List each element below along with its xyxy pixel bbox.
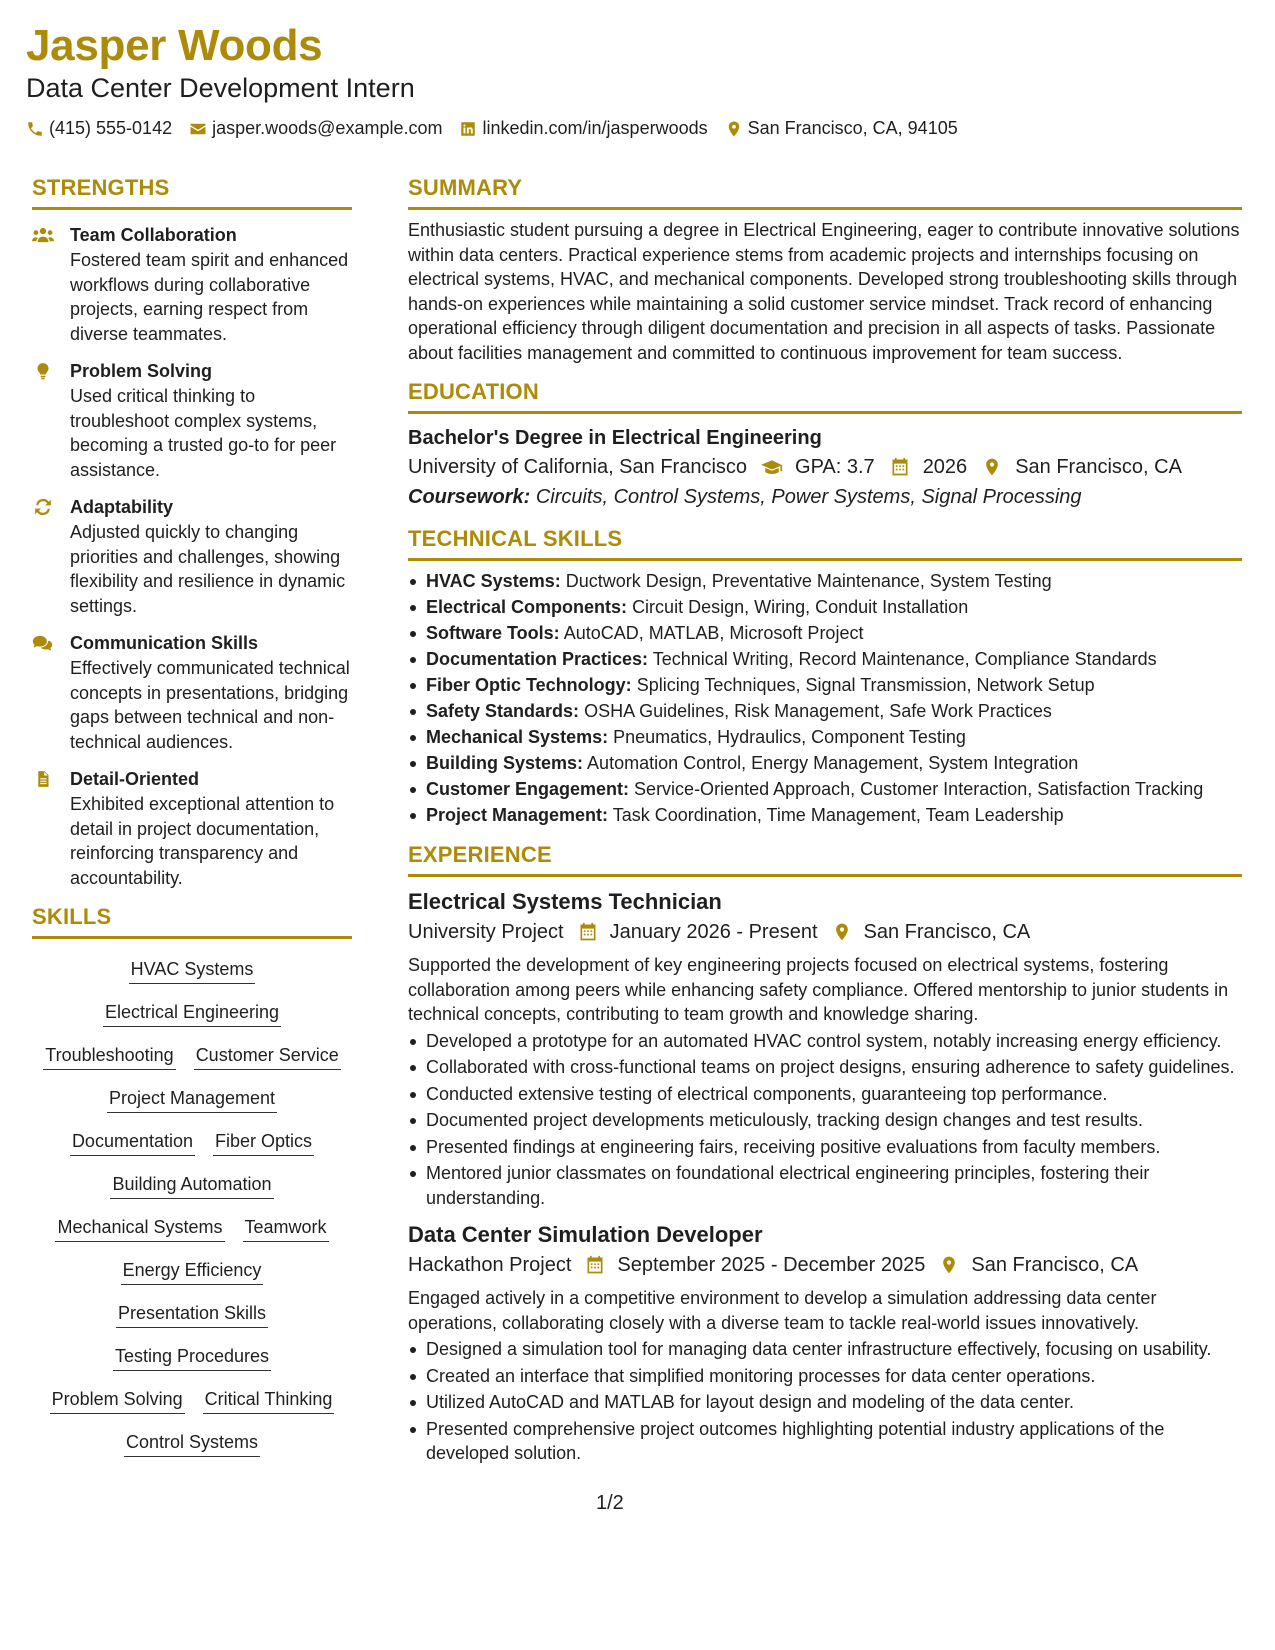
summary-text: Enthusiastic student pursuing a degree in Electrical Engineering, eager to contribute innovative solutions within data centers. Practical experience stems from academic projects and internships focusing on electrical systems, HVAC, and mechanical components. Developed strong troubleshooting skills through hands-on experiences while maintaining a solid customer service mindset. Track record of enhancing operational efficiency through diligent documentation and precision in all aspects of tasks. Passionate about facilities management and committed to continuous improvement for team success. (408, 220, 1240, 363)
tech-skill-value: Service-Oriented Approach, Customer Interaction, Satisfaction Tracking (634, 779, 1204, 799)
skill-tag: Critical Thinking (203, 1387, 335, 1414)
tech-skill-value: Circuit Design, Wiring, Conduit Installation (632, 597, 969, 617)
skill-row (101, 1172, 282, 1199)
job-bullet: Presented comprehensive project outcomes highlighting potential industry applications of the developed solution. (408, 1417, 1242, 1466)
technical-skill-item (408, 595, 1242, 620)
job-org: Hackathon Project (408, 1254, 572, 1276)
skill-tag: Building Automation (110, 1172, 273, 1199)
contact-email[interactable] (189, 118, 442, 139)
job-location: San Francisco, CA (971, 1254, 1139, 1276)
strength-desc: Adjusted quickly to changing priorities and challenges, showing flexibility and resilience in dynamic settings. (70, 522, 346, 616)
tech-skill-label: Software Tools: (426, 623, 560, 643)
skills-heading: SKILLS (32, 904, 352, 939)
email-text[interactable]: jasper.woods@example.com (212, 118, 443, 139)
job-location-group (832, 917, 1031, 947)
skill-tag: Electrical Engineering (103, 1000, 281, 1027)
skill-tag: Troubleshooting (43, 1043, 175, 1070)
technical-skill-item (408, 673, 1242, 698)
tech-skill-label: Electrical Components: (426, 597, 628, 617)
skill-row (120, 957, 265, 984)
experience-entry (408, 887, 1242, 1210)
skill-tag: Energy Efficiency (121, 1258, 264, 1285)
education-degree: Bachelor's Degree in Electrical Engineering (408, 427, 822, 449)
technical-skill-item (408, 569, 1242, 594)
job-description: Engaged actively in a competitive environment to develop a simulation addressing data center operations, collaborating closely with a diverse team to tackle real-world issues innovatively. (408, 1288, 1157, 1333)
summary-heading: SUMMARY (408, 175, 1242, 210)
job-title: Data Center Simulation Developer (408, 1222, 763, 1247)
tech-skill-value: Splicing Techniques, Signal Transmission, Network Setup (636, 675, 1095, 695)
skill-row (61, 1129, 323, 1156)
calendar-icon (585, 1255, 605, 1275)
technical-skill-item (408, 699, 1242, 724)
tech-skill-value: Ductwork Design, Preventative Maintenance, System Testing (565, 571, 1052, 591)
strength-title: Team Collaboration (70, 225, 237, 245)
technical-skill-item (408, 751, 1242, 776)
strength-desc: Used critical thinking to troubleshoot complex systems, becoming a trusted go-to for peer assistance. (70, 386, 337, 480)
map-marker-icon (939, 1255, 959, 1275)
skill-tag: Project Management (107, 1086, 277, 1113)
education-year: 2026 (922, 456, 968, 478)
contact-phone (26, 118, 172, 139)
strength-item (32, 222, 352, 346)
job-dates: September 2025 - December 2025 (617, 1254, 926, 1276)
skill-tag: Teamwork (243, 1215, 329, 1242)
strength-title: Detail-Oriented (70, 769, 200, 789)
left-column (32, 175, 352, 1473)
job-dates: January 2026 - Present (609, 921, 818, 943)
education-location-group (981, 452, 1182, 482)
job-bullet: Collaborated with cross-functional teams on project designs, ensuring adherence to safety guidelines. (408, 1055, 1242, 1080)
tech-skill-label: Mechanical Systems: (426, 727, 609, 747)
strengths-heading: STRENGTHS (32, 175, 352, 210)
strength-item (32, 766, 352, 890)
comments-icon (32, 633, 54, 653)
map-marker-icon (981, 457, 1003, 477)
tech-skill-value: Technical Writing, Record Maintenance, Compliance Standards (652, 649, 1157, 669)
skills-cloud (32, 957, 352, 1473)
skill-tag: Testing Procedures (113, 1344, 271, 1371)
right-column (408, 175, 1242, 1468)
technical-skill-item (408, 647, 1242, 672)
education-school: University of California, San Francisco (408, 456, 748, 478)
job-bullet: Presented findings at engineering fairs, receiving positive evaluations from faculty members. (408, 1135, 1242, 1160)
map-marker-icon (832, 922, 852, 942)
technical-skills-list (408, 569, 1242, 828)
experience-heading: EXPERIENCE (408, 842, 1242, 877)
technical-skill-item (408, 803, 1242, 828)
tech-skill-value: AutoCAD, MATLAB, Microsoft Project (563, 623, 864, 643)
technical-skills-heading: TECHNICAL SKILLS (408, 526, 1242, 561)
job-bullets (408, 1029, 1242, 1211)
map-marker-icon (725, 120, 743, 138)
skill-tag: Control Systems (124, 1430, 260, 1457)
job-description: Supported the development of key engineering projects focused on electrical systems, fostering collaboration among peers while enhancing safety compliance. Offered mentorship to junior students in technical concepts, contributing to team growth and knowledge sharing. (408, 955, 1229, 1024)
strength-title: Communication Skills (70, 633, 259, 653)
job-meta (408, 917, 1242, 947)
tech-skill-label: Safety Standards: (426, 701, 580, 721)
job-bullets (408, 1337, 1242, 1466)
tech-skill-label: Customer Engagement: (426, 779, 630, 799)
tech-skill-value: Automation Control, Energy Management, System Integration (587, 753, 1079, 773)
skill-tag: Documentation (70, 1129, 195, 1156)
tech-skill-label: Fiber Optic Technology: (426, 675, 632, 695)
calendar-icon (578, 922, 598, 942)
job-meta (408, 1250, 1242, 1280)
calendar-icon (889, 457, 911, 477)
education-gpa: GPA: 3.7 (795, 456, 875, 478)
phone-text: (415) 555-0142 (49, 118, 173, 139)
tech-skill-label: Documentation Practices: (426, 649, 649, 669)
skill-row (115, 1430, 269, 1457)
strength-desc: Exhibited exceptional attention to detail in project documentation, reinforcing transparency and accountability. (70, 794, 335, 888)
sync-icon (32, 497, 54, 517)
skill-row (46, 1215, 337, 1242)
graduation-cap-icon (761, 457, 783, 477)
skill-row (112, 1258, 273, 1285)
tech-skill-label: Building Systems: (426, 753, 584, 773)
skill-row (107, 1301, 277, 1328)
phone-icon (26, 120, 44, 138)
skill-tag: Presentation Skills (116, 1301, 268, 1328)
skill-tag: Customer Service (194, 1043, 341, 1070)
education-location: San Francisco, CA (1015, 456, 1182, 478)
strength-desc: Fostered team spirit and enhanced workflows during collaborative projects, earning respect from diverse teammates. (70, 250, 349, 344)
education-details (408, 452, 1242, 482)
users-icon (32, 225, 54, 245)
strength-item (32, 494, 352, 618)
technical-skill-item (408, 621, 1242, 646)
skill-row (104, 1344, 280, 1371)
strength-item (32, 630, 352, 754)
job-location: San Francisco, CA (863, 921, 1031, 943)
location-text: San Francisco, CA, 94105 (747, 118, 958, 139)
strength-desc: Effectively communicated technical concepts in presentations, bridging gaps between technical and non-technical audiences. (70, 658, 350, 752)
candidate-name: Jasper Woods (26, 21, 323, 70)
tech-skill-label: HVAC Systems: (426, 571, 561, 591)
skill-row (34, 1043, 349, 1070)
skill-tag: Mechanical Systems (55, 1215, 224, 1242)
linkedin-icon (459, 120, 477, 138)
strength-title: Problem Solving (70, 361, 213, 381)
tech-skill-value: Task Coordination, Time Management, Team Leadership (612, 805, 1064, 825)
job-bullet: Designed a simulation tool for managing data center infrastructure effectively, focusing on usability. (408, 1337, 1242, 1362)
education-coursework (408, 482, 1242, 512)
candidate-role: Data Center Development Intern (26, 73, 415, 104)
skill-row (98, 1086, 286, 1113)
job-title: Electrical Systems Technician (408, 889, 722, 914)
job-bullet: Utilized AutoCAD and MATLAB for layout design and modeling of the data center. (408, 1390, 1242, 1415)
envelope-icon (189, 120, 207, 138)
job-dates-group (578, 917, 818, 947)
job-bullet: Developed a prototype for an automated HVAC control system, notably increasing energy efficiency. (408, 1029, 1242, 1054)
education-year-group (889, 452, 968, 482)
education-gpa-group (761, 452, 875, 482)
strength-title: Adaptability (70, 497, 174, 517)
tech-skill-value: OSHA Guidelines, Risk Management, Safe Work Practices (584, 701, 1052, 721)
page-number: 1/2 (596, 1492, 624, 1514)
skill-tag: Problem Solving (50, 1387, 185, 1414)
skill-tag: Fiber Optics (213, 1129, 314, 1156)
job-bullet: Conducted extensive testing of electrical components, guaranteeing top performance. (408, 1082, 1242, 1107)
job-bullet: Documented project developments meticulously, tracking design changes and test results. (408, 1108, 1242, 1133)
skill-row (41, 1387, 344, 1414)
technical-skill-item (408, 777, 1242, 802)
education-heading: EDUCATION (408, 379, 1242, 414)
lightbulb-icon (32, 361, 54, 381)
contact-bar (26, 118, 1246, 139)
experience-entry (408, 1220, 1242, 1466)
contact-linkedin[interactable] (459, 118, 707, 139)
strength-item (32, 358, 352, 482)
linkedin-text[interactable]: linkedin.com/in/jasperwoods (482, 118, 708, 139)
tech-skill-value: Pneumatics, Hydraulics, Component Testing (613, 727, 966, 747)
job-dates-group (585, 1250, 925, 1280)
skill-row (94, 1000, 290, 1027)
document-icon (32, 769, 54, 789)
skill-tag: HVAC Systems (129, 957, 256, 984)
coursework-label: Coursework: (408, 486, 531, 508)
job-bullet: Mentored junior classmates on foundational electrical engineering principles, fostering their understanding. (408, 1161, 1242, 1210)
strengths-list (32, 222, 352, 890)
tech-skill-label: Project Management: (426, 805, 609, 825)
job-bullet: Created an interface that simplified monitoring processes for data center operations. (408, 1364, 1242, 1389)
job-location-group (939, 1250, 1138, 1280)
resume-header (26, 22, 1246, 139)
contact-location (725, 118, 958, 139)
technical-skill-item (408, 725, 1242, 750)
coursework-list: Circuits, Control Systems, Power Systems, Signal Processing (535, 486, 1082, 508)
job-org: University Project (408, 921, 564, 943)
